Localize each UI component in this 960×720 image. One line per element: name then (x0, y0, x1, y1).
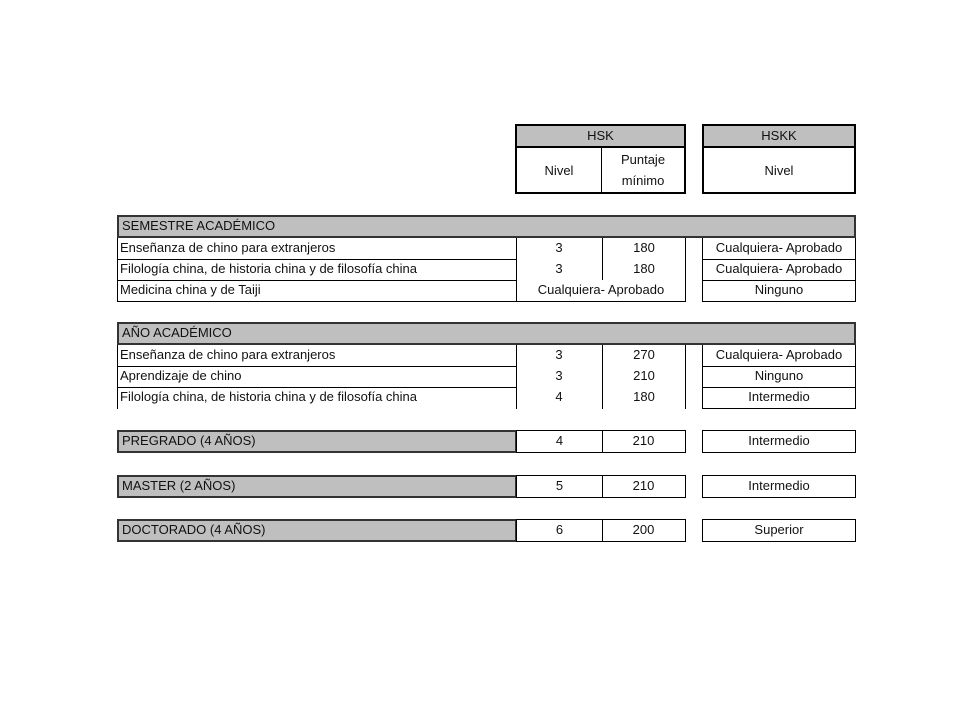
table-row-label: Filología china, de historia china y de filosofía china (120, 261, 418, 276)
puntaje-line1: Puntaje (620, 152, 666, 167)
table-row-label: Aprendizaje de chino (120, 368, 242, 383)
hsk-nivel-cell: 4 (555, 433, 564, 448)
section-doctorado: DOCTORADO (4 AÑOS) (117, 519, 517, 542)
hsk-nivel-cell: 6 (555, 522, 564, 537)
grid-line (702, 345, 703, 409)
grid-line (602, 238, 603, 280)
hskk-header-title: HSKK (702, 124, 856, 148)
hskk-nivel-header: Nivel (702, 148, 856, 194)
grid-line (117, 238, 118, 302)
doctorado-hsk-box (516, 519, 686, 542)
grid-line (702, 366, 856, 367)
grid-line (117, 366, 516, 367)
grid-line (117, 280, 516, 281)
hsk-nivel-header: Nivel (517, 148, 602, 192)
hskk-nivel-cell: Ninguno (754, 368, 804, 383)
hsk-puntaje-cell: 210 (632, 478, 655, 493)
grid-line (117, 301, 686, 302)
table-row-label: Medicina china y de Taiji (120, 282, 261, 297)
hsk-puntaje-cell: 200 (632, 522, 655, 537)
grid-line (702, 387, 856, 388)
puntaje-line2: mínimo (621, 173, 665, 188)
grid-line (117, 259, 516, 260)
hskk-nivel-cell: Intermedio (748, 389, 810, 404)
hsk-nivel-cell: 3 (555, 240, 563, 255)
semestre-table (117, 238, 856, 302)
grid-line (602, 345, 603, 409)
section-pregrado: PREGRADO (4 AÑOS) (117, 430, 517, 453)
hskk-nivel-cell: Cualquiera- Aprobado (715, 261, 843, 276)
grid-line (702, 408, 856, 409)
section-anio: AÑO ACADÉMICO (117, 322, 856, 345)
hsk-nivel-cell: 5 (555, 478, 564, 493)
hsk-puntaje-cell: 210 (632, 433, 655, 448)
grid-line (516, 345, 517, 409)
grid-line (685, 345, 686, 409)
grid-line (702, 238, 703, 302)
anio-table (117, 345, 856, 409)
hsk-nivel-cell: 3 (555, 347, 563, 362)
hskk-nivel-cell: Ninguno (754, 282, 804, 297)
table-row-label: Filología china, de historia china y de filosofía china (120, 389, 418, 404)
hsk-puntaje-cell: 180 (633, 240, 655, 255)
section-master: MASTER (2 AÑOS) (117, 475, 517, 498)
hsk-puntaje-cell: 210 (633, 368, 655, 383)
hsk-merged-cell: Cualquiera- Aprobado (537, 282, 665, 297)
hsk-puntaje-cell: 180 (633, 389, 655, 404)
grid-line (855, 345, 856, 409)
hsk-header-sub (515, 148, 686, 194)
grid-line (855, 238, 856, 302)
hsk-header-title: HSK (515, 124, 686, 148)
hsk-nivel-cell: 3 (555, 261, 563, 276)
section-semestre: SEMESTRE ACADÉMICO (117, 215, 856, 238)
table-row-label: Enseñanza de chino para extranjeros (120, 347, 336, 362)
hsk-puntaje-cell: 270 (633, 347, 655, 362)
grid-line (702, 301, 856, 302)
grid-line (702, 280, 856, 281)
doctorado-hskk-cell: Superior (702, 519, 856, 542)
hsk-nivel-cell: 3 (555, 368, 563, 383)
grid-line (516, 238, 517, 302)
grid-line (117, 345, 118, 409)
pregrado-hskk-cell: Intermedio (702, 430, 856, 453)
hskk-nivel-cell: Cualquiera- Aprobado (715, 240, 843, 255)
grid-line (685, 238, 686, 302)
grid-line (702, 259, 856, 260)
hsk-puntaje-cell: 180 (633, 261, 655, 276)
pregrado-hsk-box (516, 430, 686, 453)
hsk-nivel-cell: 4 (555, 389, 563, 404)
master-hskk-cell: Intermedio (702, 475, 856, 498)
master-hsk-box (516, 475, 686, 498)
table-row-label: Enseñanza de chino para extranjeros (120, 240, 336, 255)
grid-line (117, 387, 516, 388)
hskk-nivel-cell: Cualquiera- Aprobado (715, 347, 843, 362)
hsk-puntaje-header (602, 148, 684, 192)
